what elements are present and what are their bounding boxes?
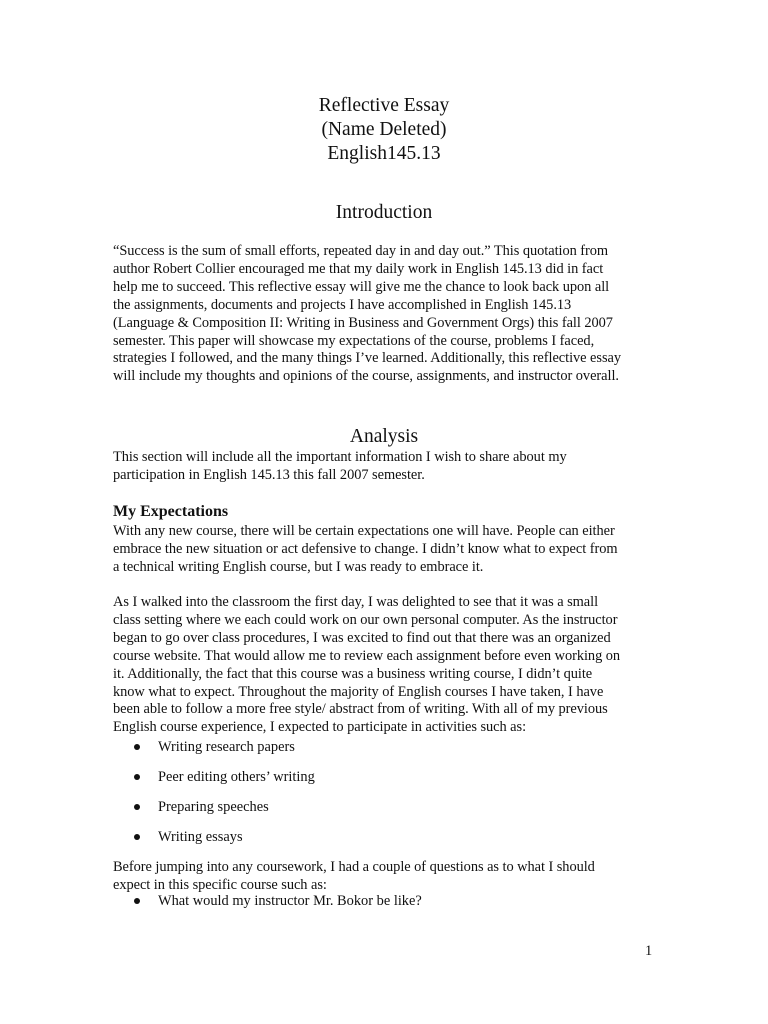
text-line: began to go over class procedures, I was excited to find out that there was an organized: [113, 629, 611, 646]
text-line: As I walked into the classroom the first day, I was delighted to see that it was a small: [113, 594, 599, 610]
expectations-paragraph-3: [113, 859, 673, 895]
text-line: semester. This paper will showcase my expectations of the course, problems I faced,: [113, 332, 595, 349]
page-number: 1: [645, 943, 653, 959]
list-item-text: Preparing speeches: [158, 799, 269, 815]
activities-list: [113, 738, 315, 858]
text-line: author Robert Collier encouraged me that my daily work in English 145.13 did in fact: [113, 260, 604, 277]
text-line: help me to succeed. This reflective essay will give me the chance to look back upon all: [113, 278, 610, 295]
text-line: course website. That would allow me to review each assignment before even working on: [113, 647, 621, 664]
essay-title: Reflective Essay: [318, 95, 450, 116]
text-line: embrace the new situation or act defensive to change. I didn’t know what to expect from: [113, 540, 618, 557]
analysis-heading: Analysis: [349, 426, 419, 447]
text-line: a technical writing English course, but I was ready to embrace it.: [113, 558, 484, 575]
list-item-text: What would my instructor Mr. Bokor be like?: [158, 893, 422, 909]
text-line: class setting where we each could work on our own personal computer. As the instructor: [113, 611, 618, 628]
text-line: (Language & Composition II: Writing in Business and Government Orgs) this fall 2007: [113, 314, 613, 331]
course-code: English145.13: [327, 143, 441, 164]
title-block: [0, 94, 768, 166]
list-item-text: Writing essays: [158, 829, 243, 845]
list-item: [113, 828, 315, 858]
text-line: the assignments, documents and projects I have accomplished in English 145.13: [113, 296, 572, 313]
text-line: participation in English 145.13 this fall 2007 semester.: [113, 466, 425, 483]
introduction-paragraph: [113, 243, 673, 386]
analysis-paragraph: [113, 449, 673, 485]
text-line: English course experience, I expected to participate in activities such as:: [113, 719, 527, 736]
text-line: will include my thoughts and opinions of the course, assignments, and instructor overall.: [113, 368, 619, 385]
introduction-heading: Introduction: [335, 202, 433, 223]
text-line: strategies I followed, and the many things I’ve learned. Additionally, this reflective essay: [113, 350, 621, 367]
list-item-text: Peer editing others’ writing: [158, 769, 315, 785]
expectations-heading: My Expectations: [113, 503, 229, 520]
list-item: [113, 798, 315, 828]
list-item: [113, 738, 315, 768]
text-line: it. Additionally, the fact that this course was a business writing course, I didn’t quite: [113, 665, 593, 682]
text-line: “Success is the sum of small efforts, repeated day in and day out.” This quotation from: [113, 243, 609, 259]
text-line: Before jumping into any coursework, I had a couple of questions as to what I should: [113, 859, 595, 875]
expectations-paragraph-2: [113, 594, 673, 737]
bullet-icon: [134, 898, 140, 904]
list-item: [113, 892, 422, 922]
text-line: been able to follow a more free style/ abstract from of writing. With all of my previous: [113, 701, 608, 718]
text-line: With any new course, there will be certain expectations one will have. People can either: [113, 523, 615, 539]
text-line: expect in this specific course such as:: [113, 876, 327, 893]
questions-list: [113, 892, 422, 922]
bullet-icon: [134, 834, 140, 840]
list-item-text: Writing research papers: [158, 739, 295, 755]
bullet-icon: [134, 744, 140, 750]
bullet-icon: [134, 804, 140, 810]
list-item: [113, 768, 315, 798]
text-line: This section will include all the important information I wish to share about my: [113, 449, 567, 465]
text-line: know what to expect. Throughout the majority of English courses I have taken, I have: [113, 683, 604, 700]
expectations-paragraph-1: [113, 523, 673, 577]
bullet-icon: [134, 774, 140, 780]
author-name: (Name Deleted): [321, 119, 447, 140]
